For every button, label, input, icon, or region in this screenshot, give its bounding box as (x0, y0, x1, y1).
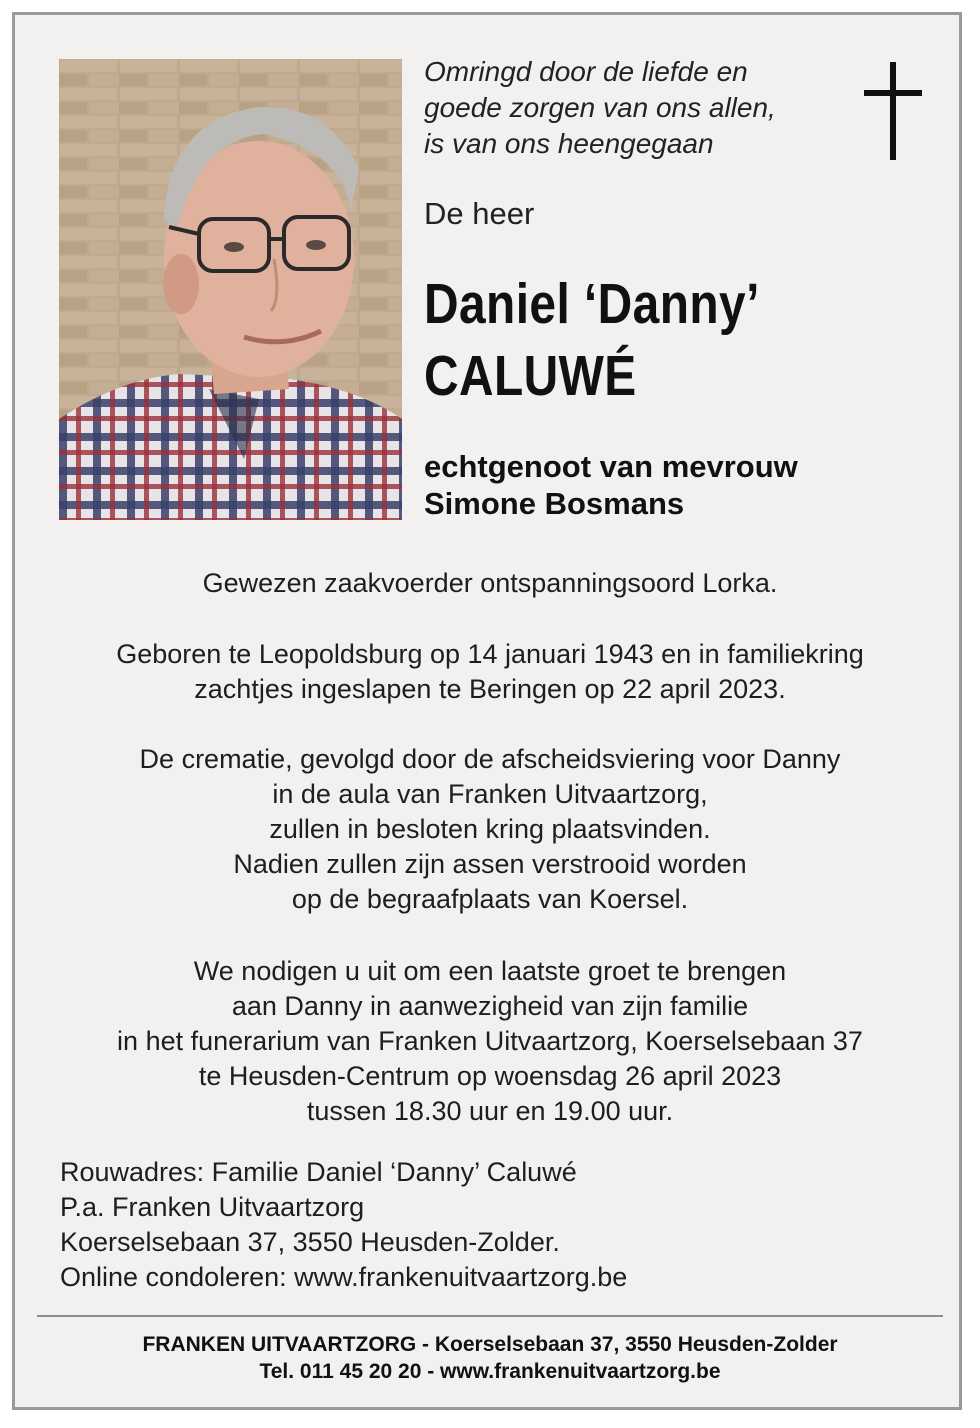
birth-death-paragraph (20, 637, 960, 707)
portrait-photo (59, 59, 402, 520)
paragraph-line: De crematie, gevolgd door de afscheidsviering voor Danny (139, 744, 841, 774)
intro-line: is van ons heengegaan (424, 128, 714, 159)
spouse-info (424, 448, 798, 522)
paragraph-line: zachtjes ingeslapen te Beringen op 22 april 2023. (194, 674, 786, 704)
intro-text (424, 54, 844, 162)
paragraph-line: We nodigen u uit om een laatste groet te brengen (193, 956, 787, 986)
deceased-name (424, 268, 760, 412)
intro-line: Omringd door de liefde en (424, 56, 748, 87)
latin-cross-icon (864, 62, 922, 160)
paragraph-line: op de begraafplaats van Koersel. (291, 884, 689, 914)
paragraph-line: aan Danny in aanwezigheid van zijn familie (231, 991, 749, 1021)
paragraph-line: in het funerarium van Franken Uitvaartzorg, Koerselsebaan 37 (117, 1026, 863, 1056)
paragraph-line: zullen in besloten kring plaatsvinden. (269, 814, 711, 844)
paragraph-line: Nadien zullen zijn assen verstrooid worden (233, 849, 747, 879)
profession-text: Gewezen zaakvoerder ontspanningsoord Lorka. (202, 568, 778, 598)
mourning-address (60, 1155, 627, 1295)
name-line: Daniel ‘Danny’ (424, 272, 760, 336)
ceremony-paragraph (20, 742, 960, 917)
spouse-name: Simone Bosmans (424, 486, 685, 521)
address-line: Koerselsebaan 37, 3550 Heusden-Zolder. (60, 1227, 560, 1257)
paragraph-line: in de aula van Franken Uitvaartzorg, (272, 779, 708, 809)
footer-company-line: FRANKEN UITVAARTZORG - Koerselsebaan 37, 3550 Heusden-Zolder (142, 1333, 838, 1356)
address-line: P.a. Franken Uitvaartzorg (60, 1192, 365, 1222)
honorific: De heer (424, 196, 535, 231)
spouse-line: echtgenoot van mevrouw (424, 449, 798, 484)
address-line: Rouwadres: Familie Daniel ‘Danny’ Caluwé (60, 1157, 577, 1187)
surname-line: CALUWÉ (424, 344, 637, 408)
intro-line: goede zorgen van ons allen, (424, 92, 776, 123)
paragraph-line: Geboren te Leopoldsburg op 14 januari 1943 en in familiekring (116, 639, 864, 669)
paragraph-line: te Heusden-Centrum op woensdag 26 april 2023 (198, 1061, 782, 1091)
paragraph-line: tussen 18.30 uur en 19.00 uur. (306, 1096, 674, 1126)
divider (37, 1315, 943, 1317)
visitation-paragraph (20, 954, 960, 1129)
footer-contact-line: Tel. 011 45 20 20 - www.frankenuitvaartzorg.be (259, 1360, 721, 1383)
condolence-link[interactable]: Online condoleren: www.frankenuitvaartzorg.be (60, 1262, 628, 1292)
